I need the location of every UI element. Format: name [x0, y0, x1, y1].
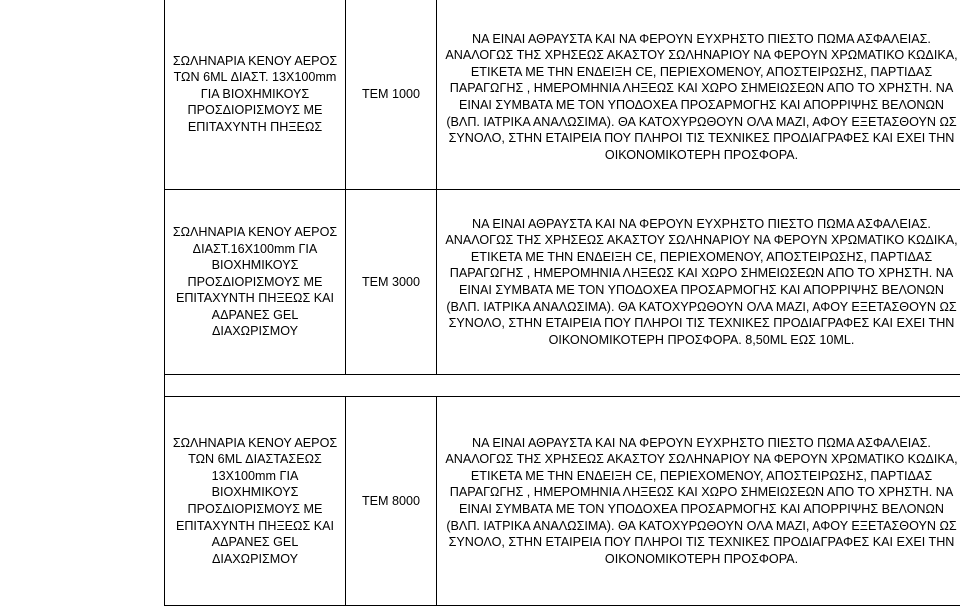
specification-cell: ΝΑ ΕΙΝΑΙ ΑΘΡΑΥΣΤΑ ΚΑΙ ΝΑ ΦΕΡΟΥΝ ΕΥΧΡΗΣΤΟ ΠΙΕΣΤΟ ΠΩΜΑ ΑΣΦΑΛΕΙΑΣ. ΑΝΑΛΟΓΩΣ ΤΗΣ ΧΡΗΣΕΩΣ ΑΚΑΣΤΟΥ ΣΩΛΗΝΑΡΙΟΥ ΝΑ ΦΕΡΟΥΝ ΧΡΩΜΑΤΙΚΟ ΚΩΔΙΚΑ, ΕΤΙΚΕΤΑ ΜΕ ΤΗΝ ΕΝΔΕΙΞΗ CE, ΠΕΡΙΕΧΟΜΕΝΟΥ, ΑΠΟΣΤΕΙΡΩΣΗΣ, ΠΑΡΤΙΔΑΣ ΠΑΡΑΓΩΓΗΣ , ΗΜΕΡΟΜΗΝΙΑ ΛΗΞΕΩΣ ΚΑΙ ΧΩΡΟ ΣΗΜΕΙΩΣΕΩΝ ΑΠΟ ΤΟ ΧΡΗΣΤΗ. ΝΑ ΕΙΝΑΙ ΣΥΜΒΑΤΑ ΜΕ ΤΟΝ ΥΠΟΔΟΧΕΑ ΠΡΟΣΑΡΜΟΓΗΣ ΚΑΙ ΑΠΟΡΡΙΨΗΣ ΒΕΛΟΝΩΝ (ΒΛΠ. ΙΑΤΡΙΚΑ ΑΝΑΛΩΣΙΜΑ). ΘΑ ΚΑΤΟΧΥΡΩΘΟΥΝ ΟΛΑ ΜΑΖΙ, ΑΦΟΥ ΕΞΕΤΑΣΘΟΥΝ ΩΣ ΣΥΝΟΛΟ, ΣΤΗΝ ΕΤΑΙΡΕΙΑ ΠΟΥ ΠΛΗΡΟΙ ΤΙΣ ΤΕΧΝΙΚΕΣ ΠΡΟΔΙΑΓΡΑΦΕΣ ΚΑΙ ΕΧΕΙ ΤΗΝ ΟΙΚΟΝΟΜΙΚΟΤΕΡΗ ΠΡΟΣΦΟΡΑ. 8,50ML ΕΩΣ 10ML.: [437, 190, 960, 375]
spacer-row: [165, 375, 960, 397]
product-description: ΣΩΛΗΝΑΡΙΑ ΚΕΝΟΥ ΑΕΡΟΣ ΤΩΝ 6ML ΔΙΑΣΤΑΣΕΩΣ 13Χ100mm ΓΙΑ ΒΙΟΧΗΜΙΚΟΥΣ ΠΡΟΣΔΙΟΡΙΣΜΟΥΣ ΜΕ ΕΠΙΤΑΧΥΝΤΗ ΠΗΞΕΩΣ ΚΑΙ ΑΔΡΑΝΕΣ GEL ΔΙΑΧΩΡΙΣΜΟΥ: [165, 397, 346, 606]
quantity-cell: ΤΕΜ 8000: [346, 397, 437, 606]
product-description: ΣΩΛΗΝΑΡΙΑ ΚΕΝΟΥ ΑΕΡΟΣ ΔΙΑΣΤ.16Χ100mm ΓΙΑ ΒΙΟΧΗΜΙΚΟΥΣ ΠΡΟΣΔΙΟΡΙΣΜΟΥΣ ΜΕ ΕΠΙΤΑΧΥΝΤΗ ΠΗΞΕΩΣ ΚΑΙ ΑΔΡΑΝΕΣ GEL ΔΙΑΧΩΡΙΣΜΟΥ: [165, 190, 346, 375]
spacer-cell: [346, 375, 437, 397]
specification-table: [164, 0, 960, 606]
spacer-cell: [165, 375, 346, 397]
table-row: [165, 0, 960, 190]
table-row: [165, 397, 960, 606]
product-description: ΣΩΛΗΝΑΡΙΑ ΚΕΝΟΥ ΑΕΡΟΣ ΤΩΝ 6ML ΔΙΑΣΤ. 13Χ100mm ΓΙΑ ΒΙΟΧΗΜΙΚΟΥΣ ΠΡΟΣΔΙΟΡΙΣΜΟΥΣ ΜΕ ΕΠΙΤΑΧΥΝΤΗ ΠΗΞΕΩΣ: [165, 0, 346, 190]
specification-cell: ΝΑ ΕΙΝΑΙ ΑΘΡΑΥΣΤΑ ΚΑΙ ΝΑ ΦΕΡΟΥΝ ΕΥΧΡΗΣΤΟ ΠΙΕΣΤΟ ΠΩΜΑ ΑΣΦΑΛΕΙΑΣ. ΑΝΑΛΟΓΩΣ ΤΗΣ ΧΡΗΣΕΩΣ ΑΚΑΣΤΟΥ ΣΩΛΗΝΑΡΙΟΥ ΝΑ ΦΕΡΟΥΝ ΧΡΩΜΑΤΙΚΟ ΚΩΔΙΚΑ, ΕΤΙΚΕΤΑ ΜΕ ΤΗΝ ΕΝΔΕΙΞΗ CE, ΠΕΡΙΕΧΟΜΕΝΟΥ, ΑΠΟΣΤΕΙΡΩΣΗΣ, ΠΑΡΤΙΔΑΣ ΠΑΡΑΓΩΓΗΣ , ΗΜΕΡΟΜΗΝΙΑ ΛΗΞΕΩΣ ΚΑΙ ΧΩΡΟ ΣΗΜΕΙΩΣΕΩΝ ΑΠΟ ΤΟ ΧΡΗΣΤΗ. ΝΑ ΕΙΝΑΙ ΣΥΜΒΑΤΑ ΜΕ ΤΟΝ ΥΠΟΔΟΧΕΑ ΠΡΟΣΑΡΜΟΓΗΣ ΚΑΙ ΑΠΟΡΡΙΨΗΣ ΒΕΛΟΝΩΝ (ΒΛΠ. ΙΑΤΡΙΚΑ ΑΝΑΛΩΣΙΜΑ). ΘΑ ΚΑΤΟΧΥΡΩΘΟΥΝ ΟΛΑ ΜΑΖΙ, ΑΦΟΥ ΕΞΕΤΑΣΘΟΥΝ ΩΣ ΣΥΝΟΛΟ, ΣΤΗΝ ΕΤΑΙΡΕΙΑ ΠΟΥ ΠΛΗΡΟΙ ΤΙΣ ΤΕΧΝΙΚΕΣ ΠΡΟΔΙΑΓΡΑΦΕΣ ΚΑΙ ΕΧΕΙ ΤΗΝ ΟΙΚΟΝΟΜΙΚΟΤΕΡΗ ΠΡΟΣΦΟΡΑ.: [437, 397, 960, 606]
spacer-cell: [437, 375, 960, 397]
table-row: [165, 190, 960, 375]
quantity-cell: ΤΕΜ 1000: [346, 0, 437, 190]
quantity-cell: ΤΕΜ 3000: [346, 190, 437, 375]
specification-cell: ΝΑ ΕΙΝΑΙ ΑΘΡΑΥΣΤΑ ΚΑΙ ΝΑ ΦΕΡΟΥΝ ΕΥΧΡΗΣΤΟ ΠΙΕΣΤΟ ΠΩΜΑ ΑΣΦΑΛΕΙΑΣ. ΑΝΑΛΟΓΩΣ ΤΗΣ ΧΡΗΣΕΩΣ ΑΚΑΣΤΟΥ ΣΩΛΗΝΑΡΙΟΥ ΝΑ ΦΕΡΟΥΝ ΧΡΩΜΑΤΙΚΟ ΚΩΔΙΚΑ, ΕΤΙΚΕΤΑ ΜΕ ΤΗΝ ΕΝΔΕΙΞΗ CE, ΠΕΡΙΕΧΟΜΕΝΟΥ, ΑΠΟΣΤΕΙΡΩΣΗΣ, ΠΑΡΤΙΔΑΣ ΠΑΡΑΓΩΓΗΣ , ΗΜΕΡΟΜΗΝΙΑ ΛΗΞΕΩΣ ΚΑΙ ΧΩΡΟ ΣΗΜΕΙΩΣΕΩΝ ΑΠΟ ΤΟ ΧΡΗΣΤΗ. ΝΑ ΕΙΝΑΙ ΣΥΜΒΑΤΑ ΜΕ ΤΟΝ ΥΠΟΔΟΧΕΑ ΠΡΟΣΑΡΜΟΓΗΣ ΚΑΙ ΑΠΟΡΡΙΨΗΣ ΒΕΛΟΝΩΝ (ΒΛΠ. ΙΑΤΡΙΚΑ ΑΝΑΛΩΣΙΜΑ). ΘΑ ΚΑΤΟΧΥΡΩΘΟΥΝ ΟΛΑ ΜΑΖΙ, ΑΦΟΥ ΕΞΕΤΑΣΘΟΥΝ ΩΣ ΣΥΝΟΛΟ, ΣΤΗΝ ΕΤΑΙΡΕΙΑ ΠΟΥ ΠΛΗΡΟΙ ΤΙΣ ΤΕΧΝΙΚΕΣ ΠΡΟΔΙΑΓΡΑΦΕΣ ΚΑΙ ΕΧΕΙ ΤΗΝ ΟΙΚΟΝΟΜΙΚΟΤΕΡΗ ΠΡΟΣΦΟΡΑ.: [437, 0, 960, 190]
